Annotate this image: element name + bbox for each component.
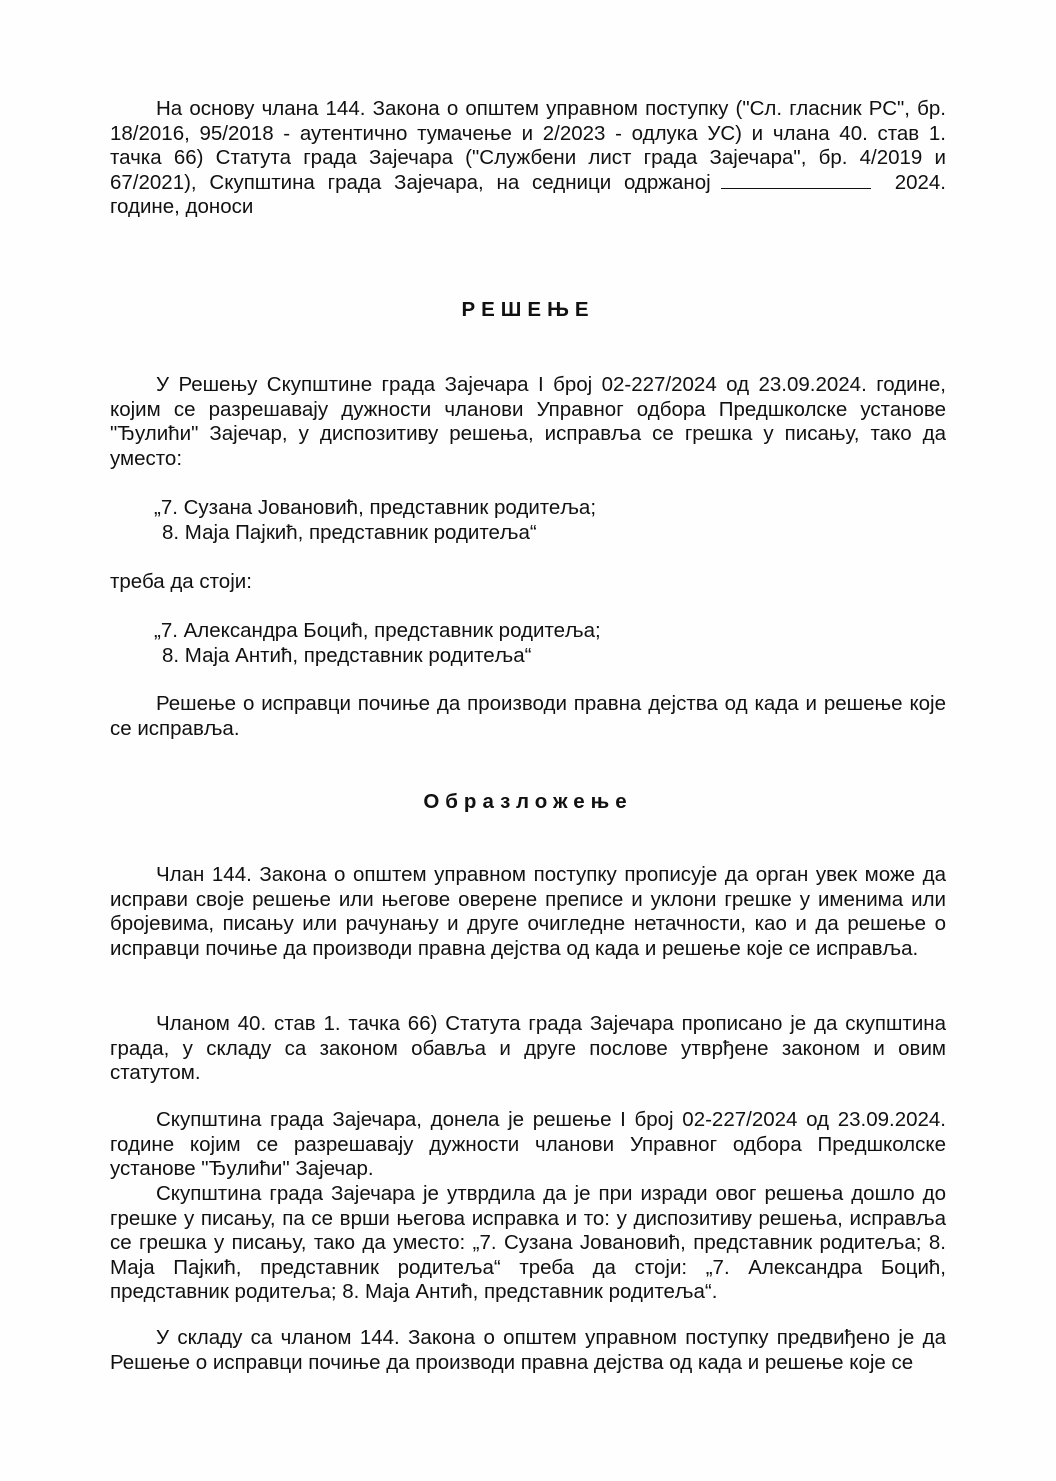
decision-heading: РЕШЕЊЕ (461, 298, 595, 321)
reasoning-paragraph-2: Чланом 40. став 1. тачка 66) Статута града Зајечара прописано је да скупштина града, у складу са законом обавља и друге послове утврђене законом и овим статутом. (110, 1012, 946, 1084)
intro-year: 2024. (894, 170, 946, 194)
new-list-item-7: „7. Александра Боцић, представник родитеља; (154, 619, 601, 642)
date-blank-line (721, 174, 871, 189)
intro-text: На основу члана 144. Закона о општем управном поступку ("Сл. гласник РС", бр. 18/2016, 95/2018 - аутентично тумачење и 2/2023 - одлука УС) и члана 40. став 1. тачка 66) Статута града Зајечара ("Службени лист града Зајечара", бр. 4/2019 и 67/2021), Скупштина града Зајечара, на седници одржаној (110, 97, 946, 194)
old-list-item-7: „7. Сузана Јовановић, представник родитеља; (154, 496, 597, 519)
intro-paragraph (110, 97, 946, 220)
should-read-label: треба да стоји: (110, 570, 252, 593)
decision-paragraph-2: Решење о исправци почиње да производи правна дејства од када и решење које се исправља. (110, 692, 946, 740)
reasoning-paragraph-1: Члан 144. Закона о општем управном поступку прописује да орган увек може да исправи своје решење или његове оверене преписе и уклони грешке у именима или бројевима, писању или рачунању и друге очигледне нетачности, као и да решење о исправци почиње да производи правна дејства од када и решење које се исправља. (110, 863, 946, 960)
new-list-item-8: 8. Маја Антић, представник родитеља“ (162, 644, 532, 667)
reasoning-paragraph-3: Скупштина града Зајечара, донела је решење I број 02-227/2024 од 23.09.2024. године којим се разрешавају дужности чланови Управног одбора Предшколске установе "Ђулићи" Зајечар. (110, 1108, 946, 1180)
intro-text-end: године, доноси (110, 195, 254, 218)
decision-paragraph-1: У Решењу Скупштине града Зајечара I број 02-227/2024 од 23.09.2024. године, којим се разрешавају дужности чланови Управног одбора Предшколске установе "Ђулићи" Зајечар, у диспозитиву решења, исправља се грешка у писању, тако да уместо: (110, 373, 946, 470)
reasoning-paragraph-5: У складу са чланом 144. Закона о општем управном поступку предвиђено је да Решење о исправци почиње да производи правна дејства од када и решење које се (110, 1326, 946, 1374)
reasoning-heading: Образложење (423, 790, 633, 813)
reasoning-paragraph-4: Скупштина града Зајечара је утврдила да је при изради овог решења дошло до грешке у писању, па се врши његова исправка и то: у диспозитиву решења, исправља се грешка у писању, тако да уместо: „7. Сузана Јовановић, представник родитеља; 8. Маја Пајкић, представник родитеља“ треба да стоји: „7. Александра Боцић, представник родитеља; 8. Маја Антић, представник родитеља“. (110, 1182, 946, 1303)
old-list-item-8: 8. Маја Пајкић, представник родитеља“ (162, 521, 537, 544)
